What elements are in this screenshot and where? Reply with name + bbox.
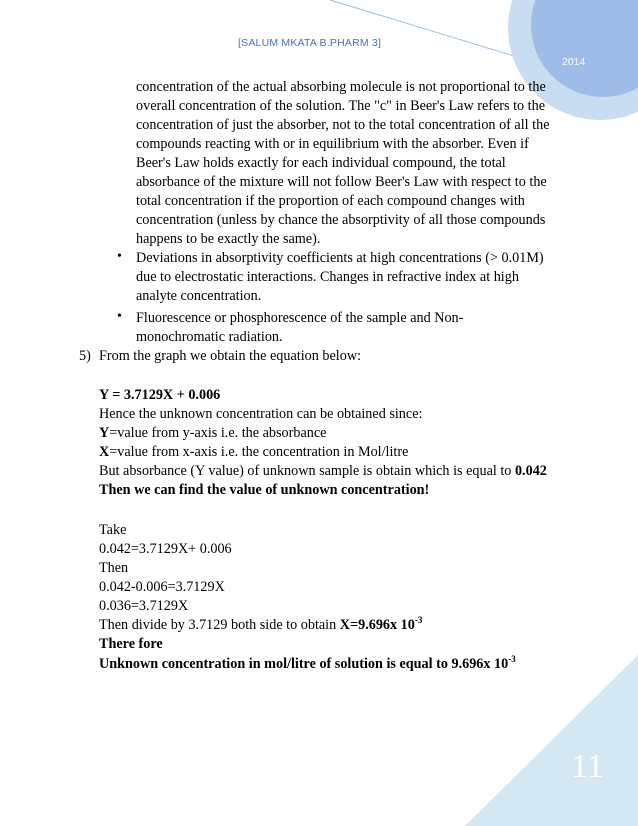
step-equation: 0.036=3.7129X bbox=[99, 598, 189, 614]
paragraph-line: happens to be exactly the same). bbox=[136, 231, 321, 247]
paragraph-line: concentration of the actual absorbing molecule is not proportional to the bbox=[136, 79, 546, 95]
paragraph-line: compounds reacting with or in equilibrium with the absorber. Even if bbox=[136, 136, 529, 152]
list-item-text: From the graph we obtain the equation below: bbox=[99, 348, 362, 364]
bullet-icon: • bbox=[117, 309, 122, 324]
header-year: 2014 bbox=[562, 56, 586, 68]
paragraph-line: total concentration if the proportion of each compound changes with bbox=[136, 193, 525, 209]
x-definition: X=value from x-axis i.e. the concentration in Mol/litre bbox=[99, 444, 409, 460]
step-divide: Then divide by 3.7129 both side to obtain X=9.696x $10^{-3}$ bbox=[99, 615, 423, 633]
bullet-line: due to electrostatic interactions. Changes in refractive index at high bbox=[136, 269, 519, 285]
step-equation: 0.042-0.006=3.7129X bbox=[99, 579, 225, 595]
bullet-line: monochromatic radiation. bbox=[136, 329, 283, 345]
paragraph-line: absorbance of the mixture will not follow Beer's Law with respect to the bbox=[136, 174, 547, 190]
paragraph-line: Beer's Law holds exactly for each individual compound, the total bbox=[136, 155, 506, 171]
paragraph-line: concentration of just the absorber, not to the total concentration of all the bbox=[136, 117, 550, 133]
paragraph-line: overall concentration of the solution. The "c" in Beer's Law refers to the bbox=[136, 98, 546, 114]
absorbance-line: But absorbance (Y value) of unknown sample is obtain which is equal to 0.042 bbox=[99, 463, 547, 479]
paragraph-line: concentration (unless by chance the absorptivity of all those compounds bbox=[136, 212, 546, 228]
footer-corner-triangle bbox=[465, 655, 638, 826]
then-find-line: Then we can find the value of unknown concentration! bbox=[99, 482, 430, 498]
step-there-fore: There fore bbox=[99, 636, 163, 652]
step-then: Then bbox=[99, 560, 129, 576]
bullet-line: analyte concentration. bbox=[136, 288, 262, 304]
conclusion: Unknown concentration in mol/litre of solution is equal to 9.696x $10^{-3}$ bbox=[99, 654, 516, 672]
step-take: Take bbox=[99, 522, 127, 538]
hence-line: Hence the unknown concentration can be obtained since: bbox=[99, 406, 423, 422]
bullet-line: Fluorescence or phosphorescence of the sample and Non- bbox=[136, 310, 464, 326]
y-definition: Y=value from y-axis i.e. the absorbance bbox=[99, 425, 327, 441]
page-number: 11 bbox=[571, 748, 604, 785]
equation: Y = 3.7129X + 0.006 bbox=[99, 387, 221, 403]
step-equation: 0.042=3.7129X+ 0.006 bbox=[99, 541, 232, 557]
header-title: [SALUM MKATA B.PHARM 3] bbox=[238, 37, 382, 49]
bullet-icon: • bbox=[117, 249, 122, 264]
bullet-line: Deviations in absorptivity coefficients at high concentrations (> 0.01M) bbox=[136, 250, 544, 266]
list-number: 5) bbox=[79, 348, 91, 364]
